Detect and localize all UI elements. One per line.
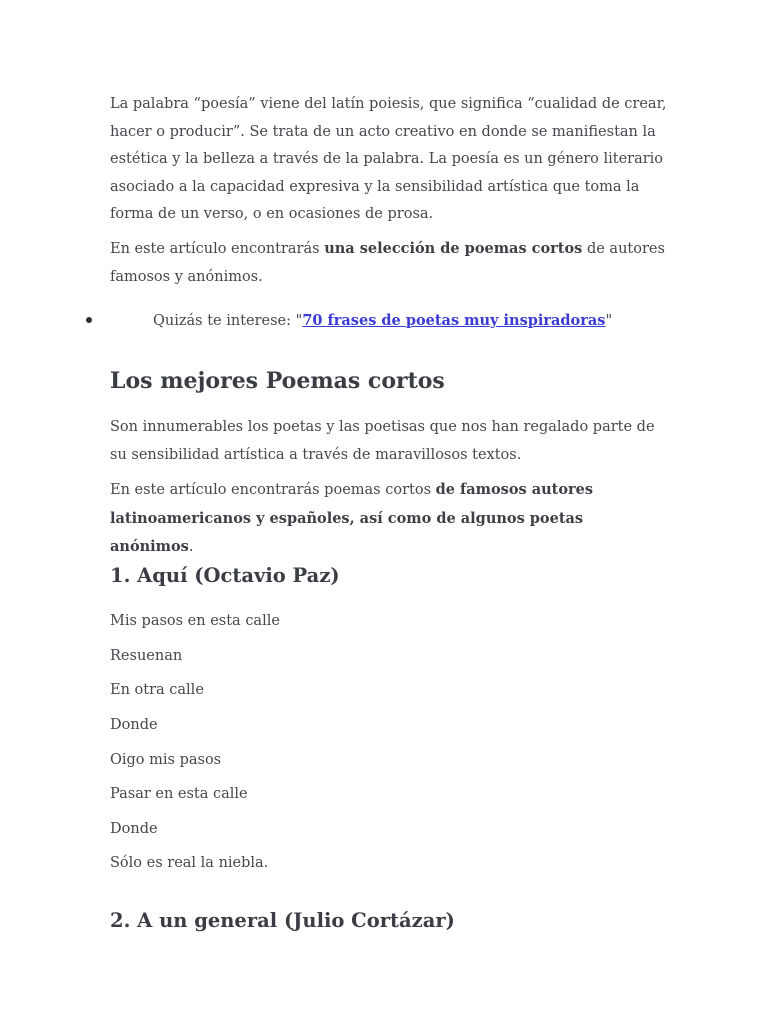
- intro-paragraph-2: [110, 235, 670, 291]
- intro-paragraph-1: La palabra “poesía” viene del latín poiesis, que significa “cualidad de crear, hacer o producir”. Se trata de un acto creativo en donde se manifiestan la estética y la belleza a través de la palabra. La poesía es un género literario asociado a la capacidad expresiva y la sensibilidad artística que toma la forma de un verso, o en ocasiones de prosa.: [110, 96, 667, 222]
- related-prefix: Quizás te interese: ": [153, 313, 303, 329]
- intro-paragraph-2-start: En este artículo encontrarás: [110, 241, 325, 257]
- section-paragraph-2-end: .: [188, 539, 194, 555]
- poem-1-line: En otra calle: [110, 682, 204, 698]
- section-title: Los mejores Poemas cortos: [110, 368, 445, 394]
- section-paragraph-2-start: En este artículo encontrarás poemas cortos: [110, 482, 436, 498]
- poem-1-line: Donde: [110, 821, 158, 837]
- related-suffix: ": [605, 313, 613, 329]
- intro-paragraph-2-end: de autores famosos y anónimos.: [110, 241, 665, 285]
- section-paragraph-2: [110, 476, 670, 562]
- poem-1-line: Pasar en esta calle: [110, 786, 248, 802]
- related-article-item: [86, 307, 612, 335]
- intro-paragraph-2-bold: una selección de poemas cortos: [324, 240, 583, 257]
- section-paragraph-2-bold: de famosos autores latinoamericanos y españoles, así como de algunos poetas anónimos: [110, 481, 594, 555]
- poem-1-line: Sólo es real la niebla.: [110, 855, 269, 871]
- poem-1-line: Resuenan: [110, 648, 183, 664]
- section-paragraph-1: Son innumerables los poetas y las poetisas que nos han regalado parte de su sensibilidad artística a través de maravillosos textos.: [110, 419, 655, 463]
- bullet-icon: [86, 317, 92, 323]
- poem-1-line: Mis pasos en esta calle: [110, 613, 280, 629]
- poem-1-heading: 1. Aquí (Octavio Paz): [110, 564, 340, 587]
- poem-2-heading: 2. A un general (Julio Cortázar): [110, 909, 455, 932]
- poem-1-line: Donde: [110, 717, 158, 733]
- related-article-link[interactable]: 70 frases de poetas muy inspiradoras: [302, 312, 606, 329]
- poem-1-line: Oigo mis pasos: [110, 752, 222, 768]
